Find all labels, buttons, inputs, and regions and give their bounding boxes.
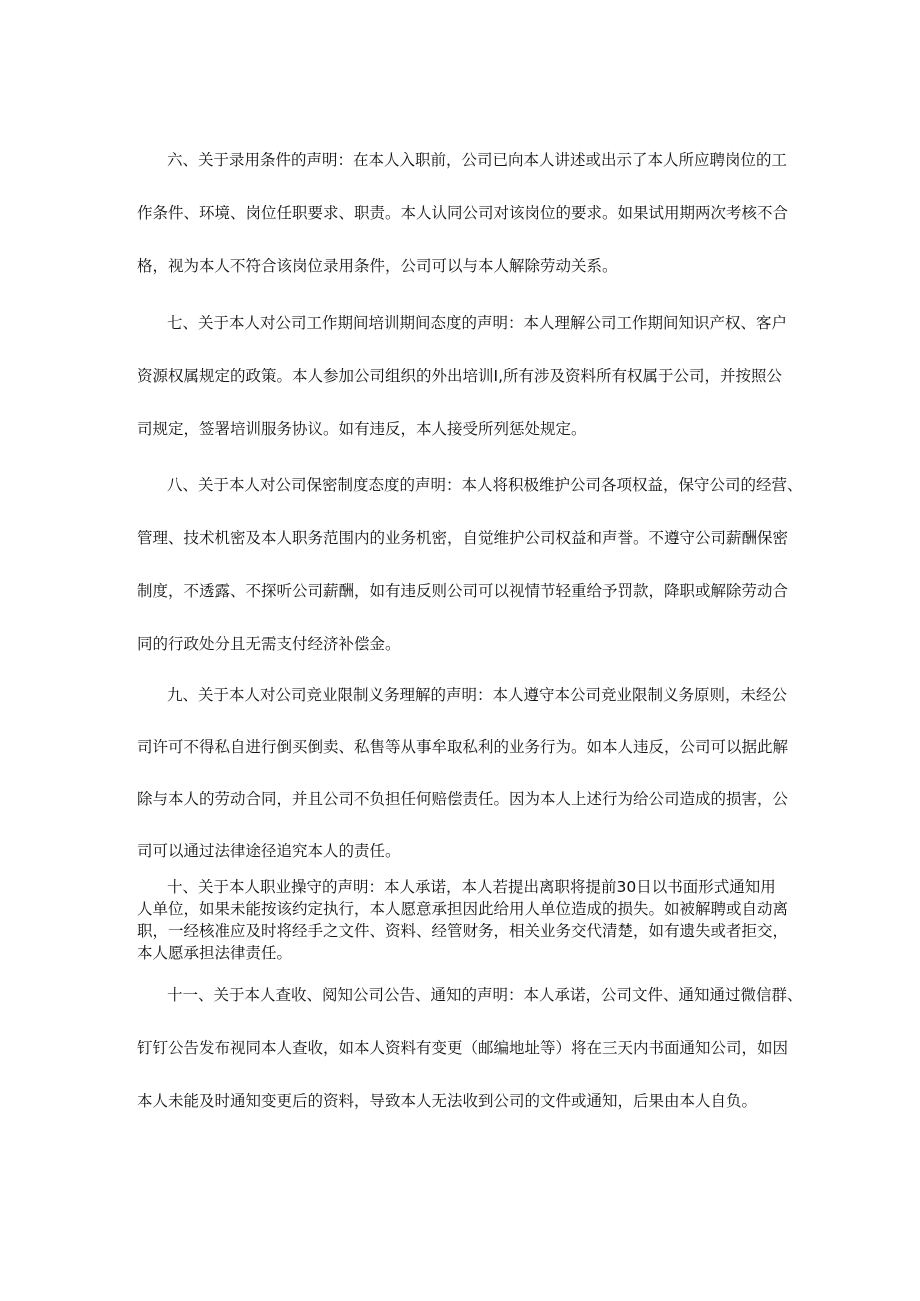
paragraph-line: 作条件、环境、岗位任职要求、职责。本人认同公司对该岗位的要求。如果试用期两次考核不合 [137,204,789,222]
paragraph-line: 九、关于本人对公司竞业限制义务理解的声明：本人遵守本公司竞业限制义务原则，未经公 [167,686,788,704]
paragraph-eleven [137,984,827,1143]
paragraph-line: 除与本人的劳动合同，并且公司不负担任何赔偿责任。因为本人上述行为给公司造成的损害，公 [137,790,789,808]
paragraph-eight [137,474,827,686]
paragraph-line: 管理、技术机密及本人职务范围内的业务机密，自觉维护公司权益和声誉。不遵守公司薪酬保密 [137,529,789,547]
paragraph-line: 资源权属规定的政策。本人参加公司组织的外出培训I,所有涉及资料所有权属于公司，并按照公 [137,367,783,385]
paragraph-line: 制度，不透露、不探听公司薪酬，如有违反则公司可以视情节轻重给予罚款，降职或解除劳动合 [137,582,789,600]
paragraph-line: 司规定，签署培训服务协议。如有违反，本人接受所列惩处规定。 [137,420,587,438]
paragraph-line: 十一、关于本人查收、阅知公司公告、通知的声明：本人承诺，公司文件、通知通过微信群、 [167,986,803,1004]
paragraph-line: 司许可不得私自进行倒买倒卖、私售等从事牟取私利的业务行为。如本人违反，公司可以据此解 [137,738,789,756]
paragraph-line: 本人未能及时通知变更后的资料，导致本人无法收到公司的文件或通知，后果由本人自负。 [137,1092,758,1110]
paragraph-line: 七、关于本人对公司工作期间培训期间态度的声明：本人理解公司工作期间知识产权、客户 [167,314,788,332]
paragraph-line: 本人愿承担法律责任。 [137,944,293,962]
paragraph-line: 六、关于录用条件的声明：在本人入职前，公司已向本人讲述或出示了本人所应聘岗位的工 [167,151,788,169]
paragraph-six [137,149,827,308]
paragraph-line: 八、关于本人对公司保密制度态度的声明：本人将积极维护公司各项权益，保守公司的经营、 [167,476,803,494]
paragraph-line: 职，一经核准应及时将经手之文件、资料、经管财务，相关业务交代清楚，如有遗失或者拒交， [137,922,789,940]
paragraph-nine [137,684,827,892]
paragraph-line: 格，视为本人不符合该岗位录用条件，公司可以与本人解除劳动关系。 [137,257,618,275]
paragraph-line: 十、关于本人职业操守的声明：本人承诺，本人若提出离职将提前30日以书面形式通知用 [167,878,776,896]
paragraph-line: 司可以通过法律途径追究本人的责任。 [137,842,401,860]
paragraph-line: 同的行政处分且无需支付经济补偿金。 [137,635,401,653]
paragraph-ten [137,876,827,964]
paragraph-line: 钉钉公告发布视同本人查收，如本人资料有变更（邮编地址等）将在三天内书面通知公司，如因 [137,1039,789,1057]
paragraph-seven [137,312,827,471]
paragraph-line: 人单位，如果未能按该约定执行，本人愿意承担因此给用人单位造成的损失。如被解聘或自动离 [137,900,789,918]
